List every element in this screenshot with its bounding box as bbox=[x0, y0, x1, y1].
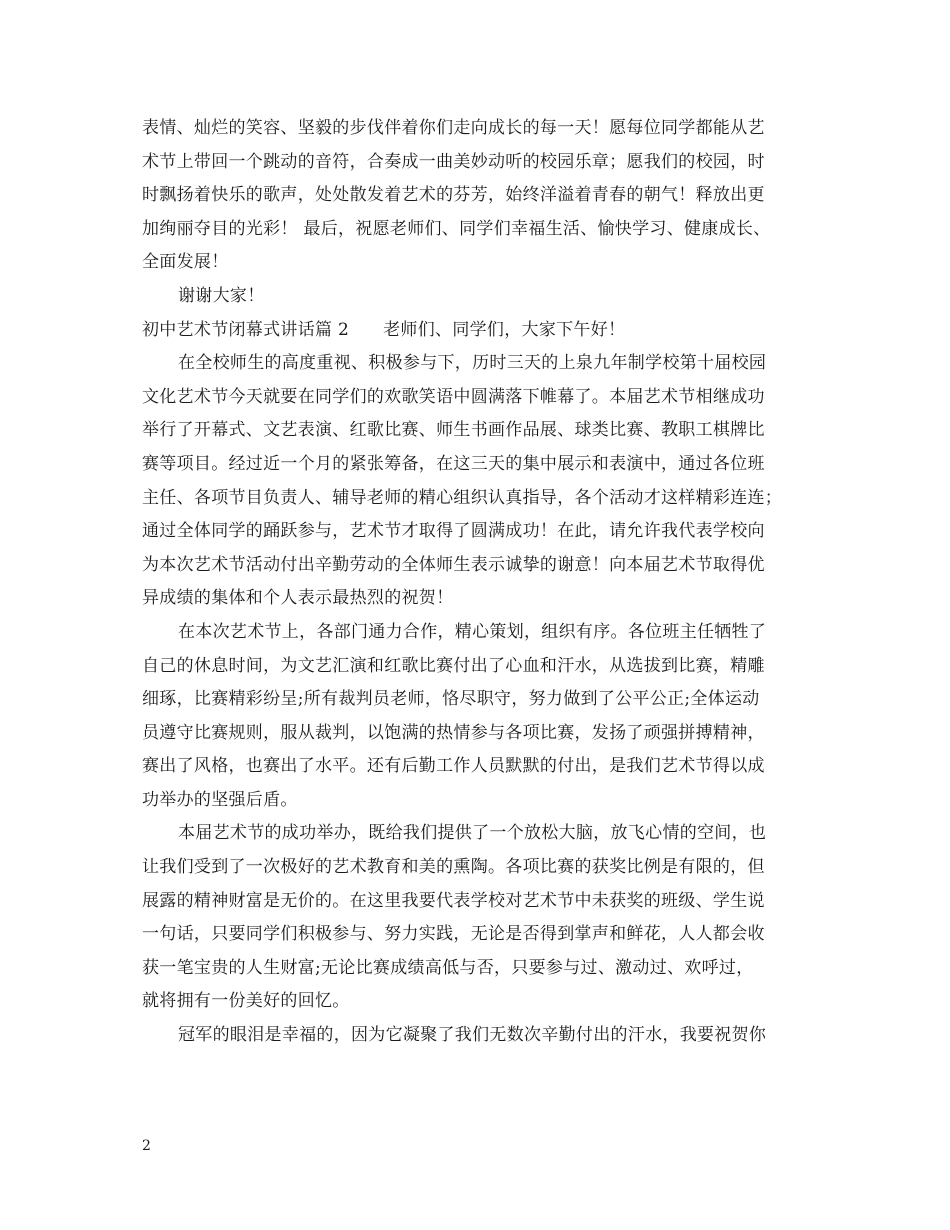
text-line: 员遵守比赛规则，服从裁判，以饱满的热情参与各项比赛，发扬了顽强拼搏精神， bbox=[142, 722, 765, 743]
text-line: 细琢，比赛精彩纷呈;所有裁判员老师，恪尽职守，努力做到了公平公正;全体运动 bbox=[142, 689, 760, 710]
text-line: 为本次艺术节活动付出辛勤劳动的全体师生表示诚挚的谢意！向本届艺术节取得优 bbox=[142, 554, 765, 575]
paragraph-2 bbox=[142, 347, 818, 616]
text-line: 让我们受到了一次极好的艺术教育和美的熏陶。各项比赛的获奖比例是有限的，但 bbox=[142, 857, 765, 878]
text-line: 主任、各项节目负责人、辅导老师的精心组织认真指导，各个活动才这样精彩连连； bbox=[142, 487, 783, 508]
paragraph-3 bbox=[142, 616, 818, 818]
text-line: 在本次艺术节上，各部门通力合作，精心策划，组织有序。各位班主任牺牲了 bbox=[178, 621, 767, 642]
text-line: 就将拥有一份美好的回忆。 bbox=[142, 991, 350, 1012]
spacer bbox=[349, 314, 383, 348]
text-line: 表情、灿烂的笑容、坚毅的步伐伴着你们走向成长的每一天！愿每位同学都能从艺 bbox=[142, 118, 765, 138]
section-title: 初中艺术节闭幕式讲话篇 2 bbox=[142, 319, 350, 340]
text-line: 通过全体同学的踊跃参与，艺术节才取得了圆满成功！在此，请允许我代表学校向 bbox=[142, 521, 765, 542]
text-line: 异成绩的集体和个人表示最热烈的祝贺！ bbox=[142, 588, 454, 609]
text-line: 时飘扬着快乐的歌声，处处散发着艺术的芬芳，始终洋溢着青春的朝气！释放出更 bbox=[142, 185, 765, 206]
paragraph-4 bbox=[142, 817, 818, 1019]
paragraph-5 bbox=[142, 1019, 818, 1053]
text-line: 全面发展！ bbox=[142, 252, 229, 273]
text-line: 加绚丽夺目的光彩！ 最后，祝愿老师们、同学们幸福生活、愉快学习、健康成长、 bbox=[142, 218, 771, 239]
text-line: 一句话，只要同学们积极参与、努力实践，无论是否得到掌声和鲜花，人人都会收 bbox=[142, 924, 765, 945]
text-line: 文化艺术节今天就要在同学们的欢歌笑语中圆满落下帷幕了。本届艺术节相继成功 bbox=[142, 386, 765, 407]
text-line: 赛出了风格，也赛出了水平。还有后勤工作人员默默的付出，是我们艺术节得以成 bbox=[142, 756, 765, 777]
text-line: 功举办的坚强后盾。 bbox=[142, 789, 298, 810]
text-line: 展露的精神财富是无价的。在这里我要代表学校对艺术节中未获奖的班级、学生说 bbox=[142, 890, 765, 911]
text-line: 举行了开幕式、文艺表演、红歌比赛、师生书画作品展、球类比赛、教职工棋牌比 bbox=[142, 420, 765, 441]
text-line: 在全校师生的高度重视、积极参与下，历时三天的上泉九年制学校第十届校园 bbox=[178, 353, 767, 374]
text-line: 自己的休息时间，为文艺汇演和红歌比赛付出了心血和汗水，从选拔到比赛，精雕 bbox=[142, 655, 765, 676]
greeting: 老师们、同学们，大家下午好！ bbox=[383, 319, 626, 340]
page-number: 2 bbox=[142, 1138, 151, 1154]
paragraph-1 bbox=[142, 112, 818, 280]
thanks-line: 谢谢大家！ bbox=[178, 285, 265, 306]
text-line: 术节上带回一个跳动的音符，合奏成一曲美妙动听的校园乐章；愿我们的校园，时 bbox=[142, 151, 765, 172]
text-line: 赛等项目。经过近一个月的紧张筹备，在这三天的集中展示和表演中，通过各位班 bbox=[142, 453, 765, 474]
text-line: 冠军的眼泪是幸福的，因为它凝聚了我们无数次辛勤付出的汗水，我要祝贺你 bbox=[178, 1025, 767, 1046]
document-body bbox=[142, 112, 818, 1053]
text-line: 本届艺术节的成功举办，既给我们提供了一个放松大脑，放飞心情的空间，也 bbox=[178, 823, 767, 844]
text-line: 获一笔宝贵的人生财富;无论比赛成绩高低与否，只要参与过、激动过、欢呼过， bbox=[142, 957, 754, 978]
section-heading bbox=[142, 314, 818, 348]
